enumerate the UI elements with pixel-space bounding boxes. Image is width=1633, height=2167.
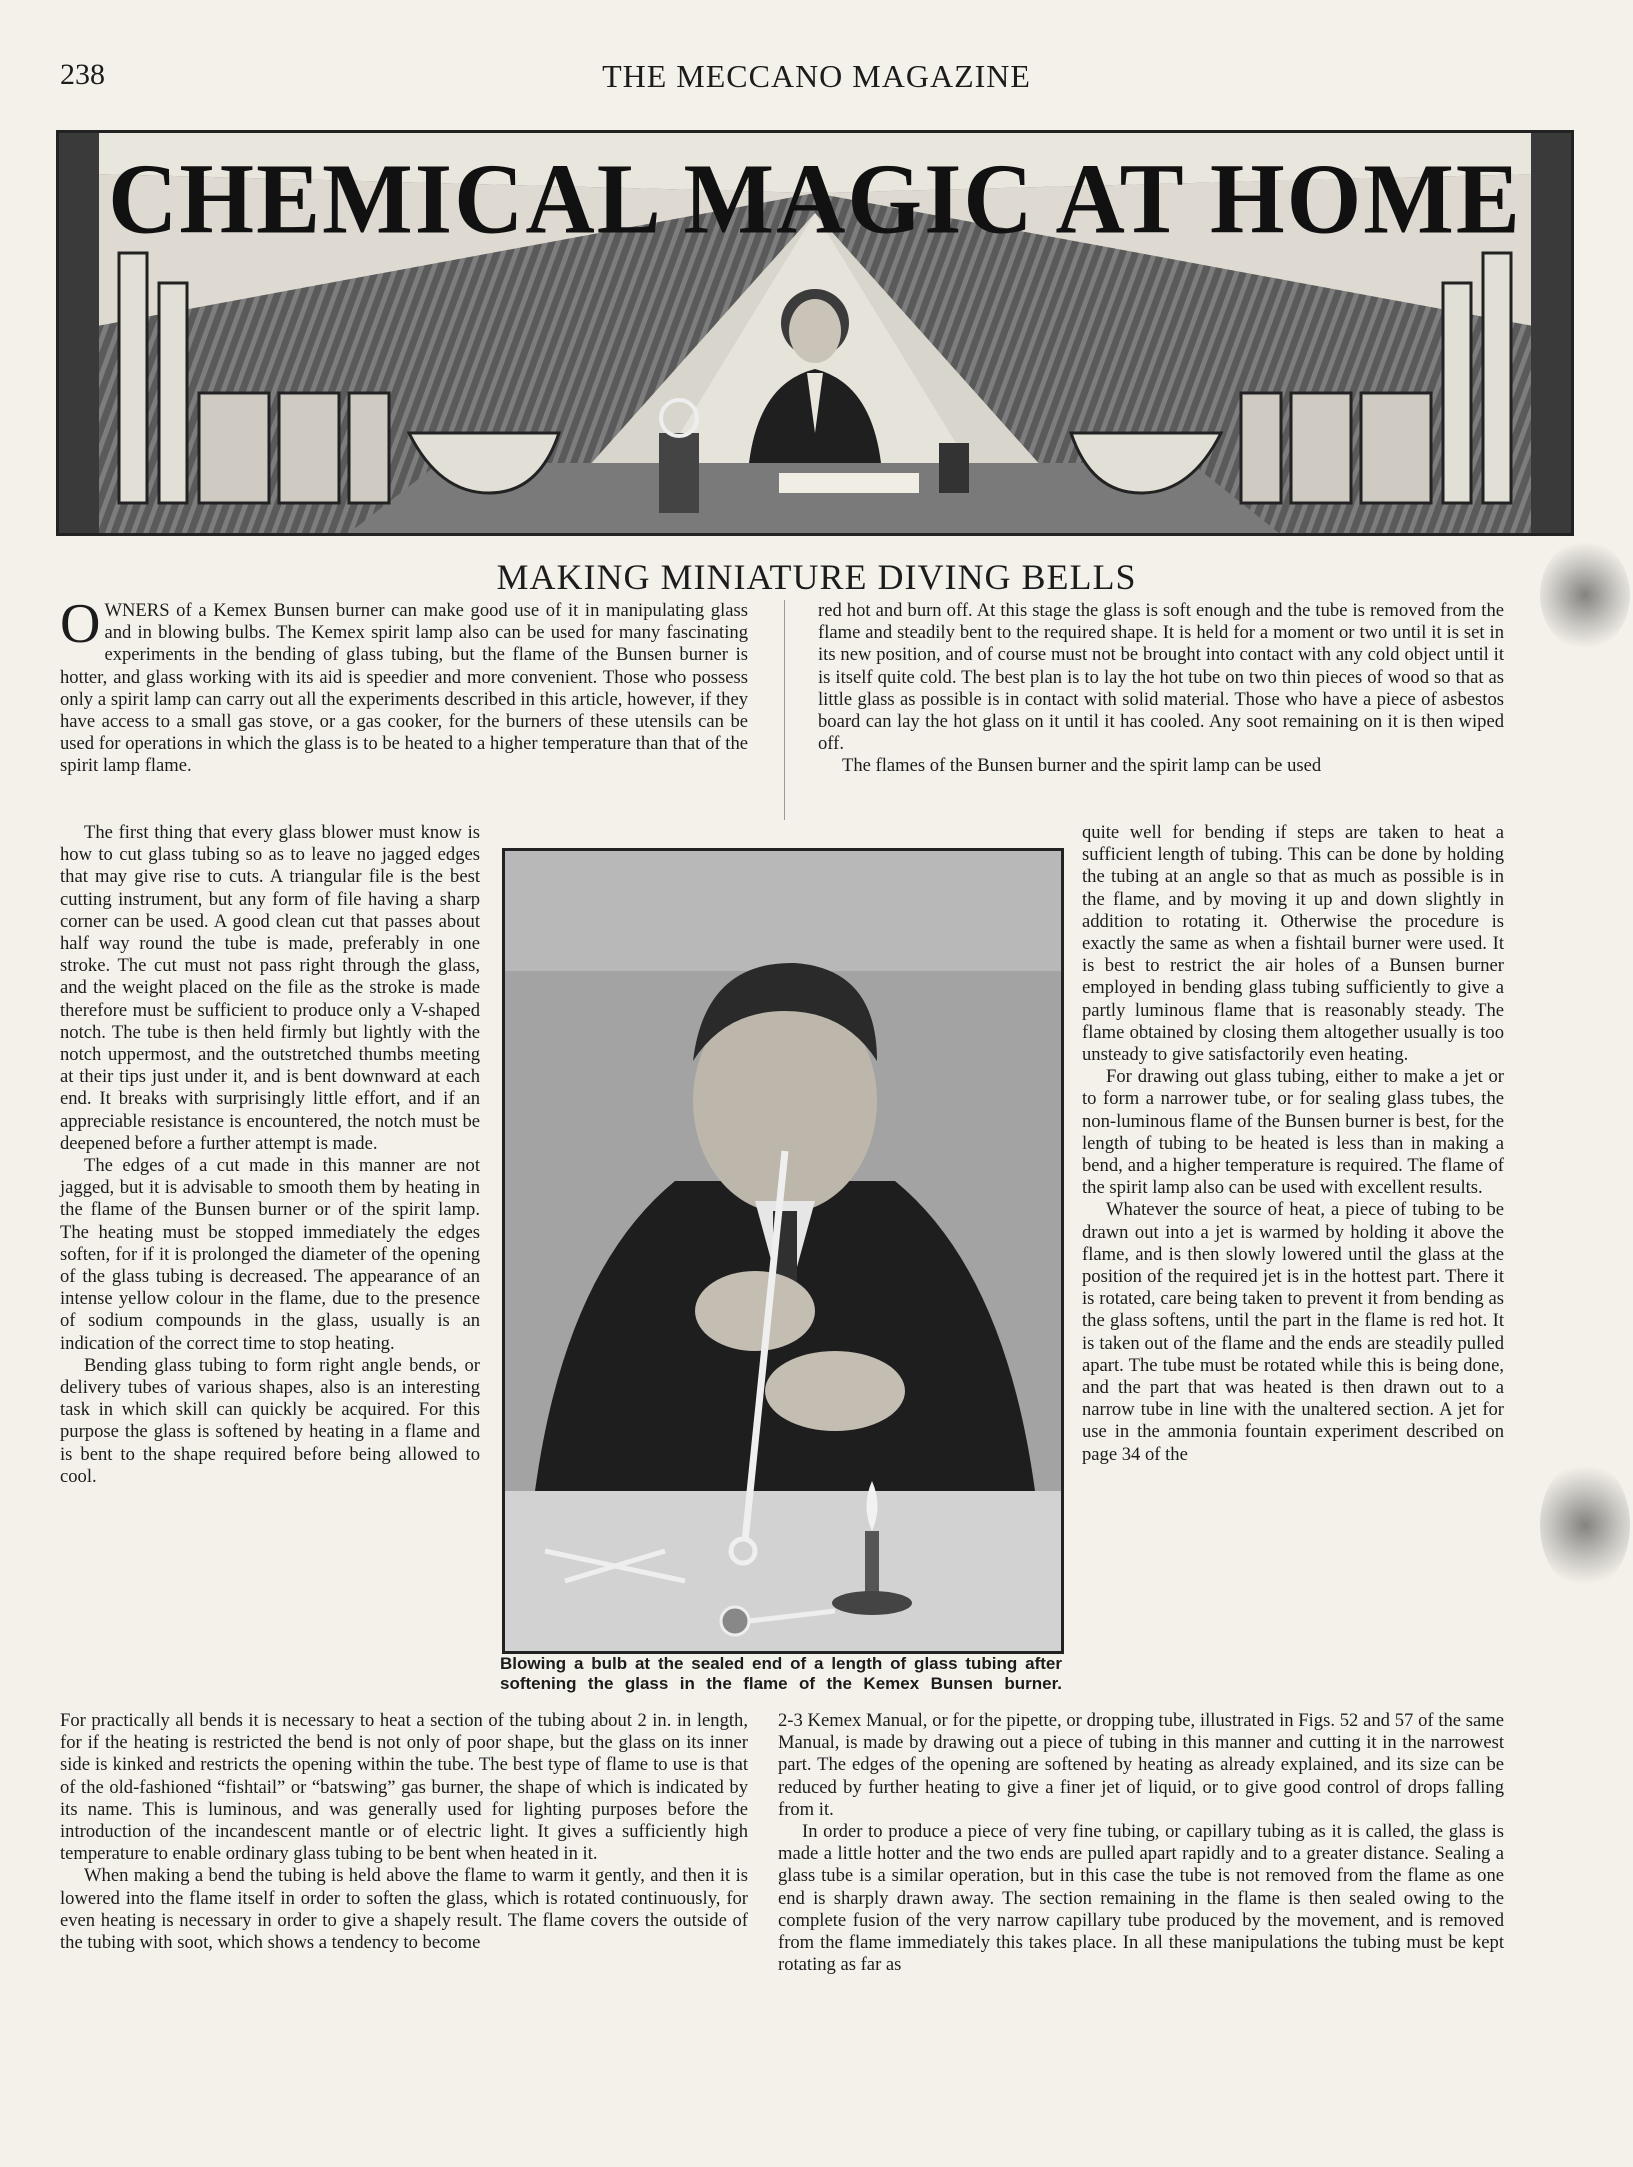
left-column-narrow — [60, 822, 480, 1488]
right-column-top — [818, 600, 1504, 778]
page-number: 238 — [60, 58, 105, 91]
page-smudge — [1540, 1460, 1630, 1590]
banner — [56, 130, 1574, 536]
running-head: THE MECCANO MAGAZINE — [602, 58, 1031, 94]
figure-photo — [502, 848, 1064, 1654]
paragraph: For drawing out glass tubing, either to make a jet or to form a narrower tube, or for sealing glass tubes, the non-luminous flame of the Bunsen burner is best, for the length of tubing to be heated is less than in making a bend, and a higher temperature is required. The flame of the spirit lamp also can be used with excellent results. — [1082, 1066, 1504, 1199]
banner-title: CHEMICAL MAGIC AT HOME — [108, 142, 1522, 255]
paragraph: The edges of a cut made in this manner are not jagged, but it is advisable to smooth them by heating in the flame of the Bunsen burner or of the spirit lamp. The heating must be stopped immediately the edges soften, for if it is prolonged the diameter of the opening of the glass tubing is decreased. The appearance of an intense yellow colour in the flame, due to the presence of sodium compounds in the glass, usually is an indication of the correct time to stop heating. — [60, 1155, 480, 1354]
column-rule — [784, 600, 785, 820]
paragraph: Bending glass tubing to form right angle bends, or delivery tubes of various shapes, also is an interesting task in which skill can quickly be acquired. For this purpose the glass is softened by heating in a flame and is bent to the shape required before being allowed to cool. — [60, 1354, 480, 1487]
photo-illustration — [505, 851, 1061, 1651]
paragraph: quite well for bending if steps are taken to heat a sufficient length of tubing. This can be done by holding the tubing at an angle so that as much as possible is in the flame, and by moving it up and down slightly in addition to rotating it. Otherwise the procedure is exactly the same as when a fishtail burner were used. It is best to restrict the air holes of a Bunsen burner employed in bending glass tubing sufficiently to give a partly luminous flame that is reasonably steady. The flame obtained by closing them altogether usually is too unsteady to give satisfactorily even heating. — [1082, 822, 1504, 1066]
left-column-intro — [60, 593, 748, 778]
article-title: MAKING MINIATURE DIVING BELLS — [496, 557, 1137, 597]
paragraph: The first thing that every glass blower must know is how to cut glass tubing so as to leave no jagged edges that may give rise to cuts. A triangular file is the best cutting instrument, but any form of file having a sharp corner can be used. A good clean cut that passes about half way round the tube is made, preferably in one stroke. The cut must not pass right through the glass, and the weight placed on the file as the stroke is made therefore must be sufficient to produce only a V-shaped notch. The tube is then held firmly but lightly with the notch uppermost, and the outstretched thumbs meeting at their tips just under it, and is bent downward at each end. It breaks with surprisingly little effort, and if an appreciable resistance is encountered, the notch must be deepened before a further attempt is made. — [60, 822, 480, 1154]
paragraph: In order to produce a piece of very fine tubing, or capillary tubing as it is called, the glass is made a little hotter and the two ends are pulled apart rapidly and to a greater distance. Sealing a glass tube is a similar operation, but in this case the tube is not removed from the flame as one end is sharply drawn away. The section remaining in the flame is then sealed owing to the complete fusion of the very narrow capillary tube produced by the movement, and is removed from the flame immediately this takes place. In all these manipulations the tubing must be kept rotating as far as — [778, 1821, 1504, 1976]
paragraph: When making a bend the tubing is held above the flame to warm it gently, and then it is lowered into the flame itself in order to soften the glass, which is rotated continuously, for even heating is necessary in order to give a shapely result. The flame covers the outside of the tubing with soot, which shows a tendency to become — [60, 1865, 748, 1954]
right-column-narrow — [1082, 822, 1504, 1466]
paragraph: For practically all bends it is necessary to heat a section of the tubing about 2 in. in length, for if the heating is restricted the bend is not only of poor shape, but the glass on its inner side is kinked and restricts the opening within the tube. The best type of flame to use is that of the old-fashioned “fishtail” or “batswing” gas burner, the shape of which is indicated by its name. This is luminous, and was generally used for lighting purposes before the introduction of the incandescent mantle or of electric light. It gives a sufficiently high temperature to enable ordinary glass tubing to be bent when heated in it. — [60, 1710, 748, 1865]
paragraph: The flames of the Bunsen burner and the spirit lamp can be used — [842, 755, 1322, 777]
figure-caption: Blowing a bulb at the sealed end of a length of glass tubing after softening the glass in the flame of the Kemex Bunsen burner. — [500, 1654, 1062, 1693]
page-smudge — [1540, 540, 1630, 650]
intro-paragraph: OWNERS of a Kemex Bunsen burner can make good use of it in manipulating glass and in blowing bulbs. The Kemex spirit lamp also can be used for many fascinating experiments in the bending of glass tubing, but the flame of the Bunsen burner is hotter, and glass working with its aid is speedier and more convenient. Those who possess only a spirit lamp can carry out all the experiments described in this article, however, if they have access to a small gas stove, or a gas cooker, for the burners of these utensils can be used for operations in which the glass is to be heated to a higher temperature than that of the spirit lamp flame. — [60, 593, 748, 777]
paragraph: 2-3 Kemex Manual, or for the pipette, or dropping tube, illustrated in Figs. 52 and 57 of the same Manual, is made by drawing out a piece of tubing in this manner and cutting it in the narrowest part. The edges of the opening are softened by heating as already explained, and its size can be reduced by further heating to give a finer jet of liquid, or to give good control of drops falling from it. — [778, 1710, 1504, 1820]
paragraph: red hot and burn off. At this stage the glass is soft enough and the tube is removed from the flame and steadily bent to the required shape. It is held for a moment or two until it is set in its new position, and of course must not be brought into contact with any cold object until it is itself quite cold. The best plan is to lay the hot tube on two thin pieces of wood so that as little glass as possible is in contact with solid material. Those who have a piece of asbestos board can lay the hot glass on it until it has cooled. Any soot remaining on it is then wiped off. — [818, 600, 1504, 755]
left-column-bottom — [60, 1710, 748, 1954]
right-column-bottom — [778, 1710, 1504, 1976]
paragraph: Whatever the source of heat, a piece of tubing to be drawn out into a jet is warmed by holding it above the flame, and is then slowly lowered until the glass at the position of the required jet is in the hottest part. There it is rotated, care being taken to prevent it from bending as the glass softens, until the part in the flame is red hot. It is taken out of the flame and the ends are steadily pulled apart. The tube must be rotated while this is being done, and the part that was heated is then drawn out to a narrow tube in line with the unaltered section. A jet for use in the ammonia fountain experiment described on page 34 of the — [1082, 1199, 1504, 1465]
drop-cap: O — [60, 593, 101, 655]
